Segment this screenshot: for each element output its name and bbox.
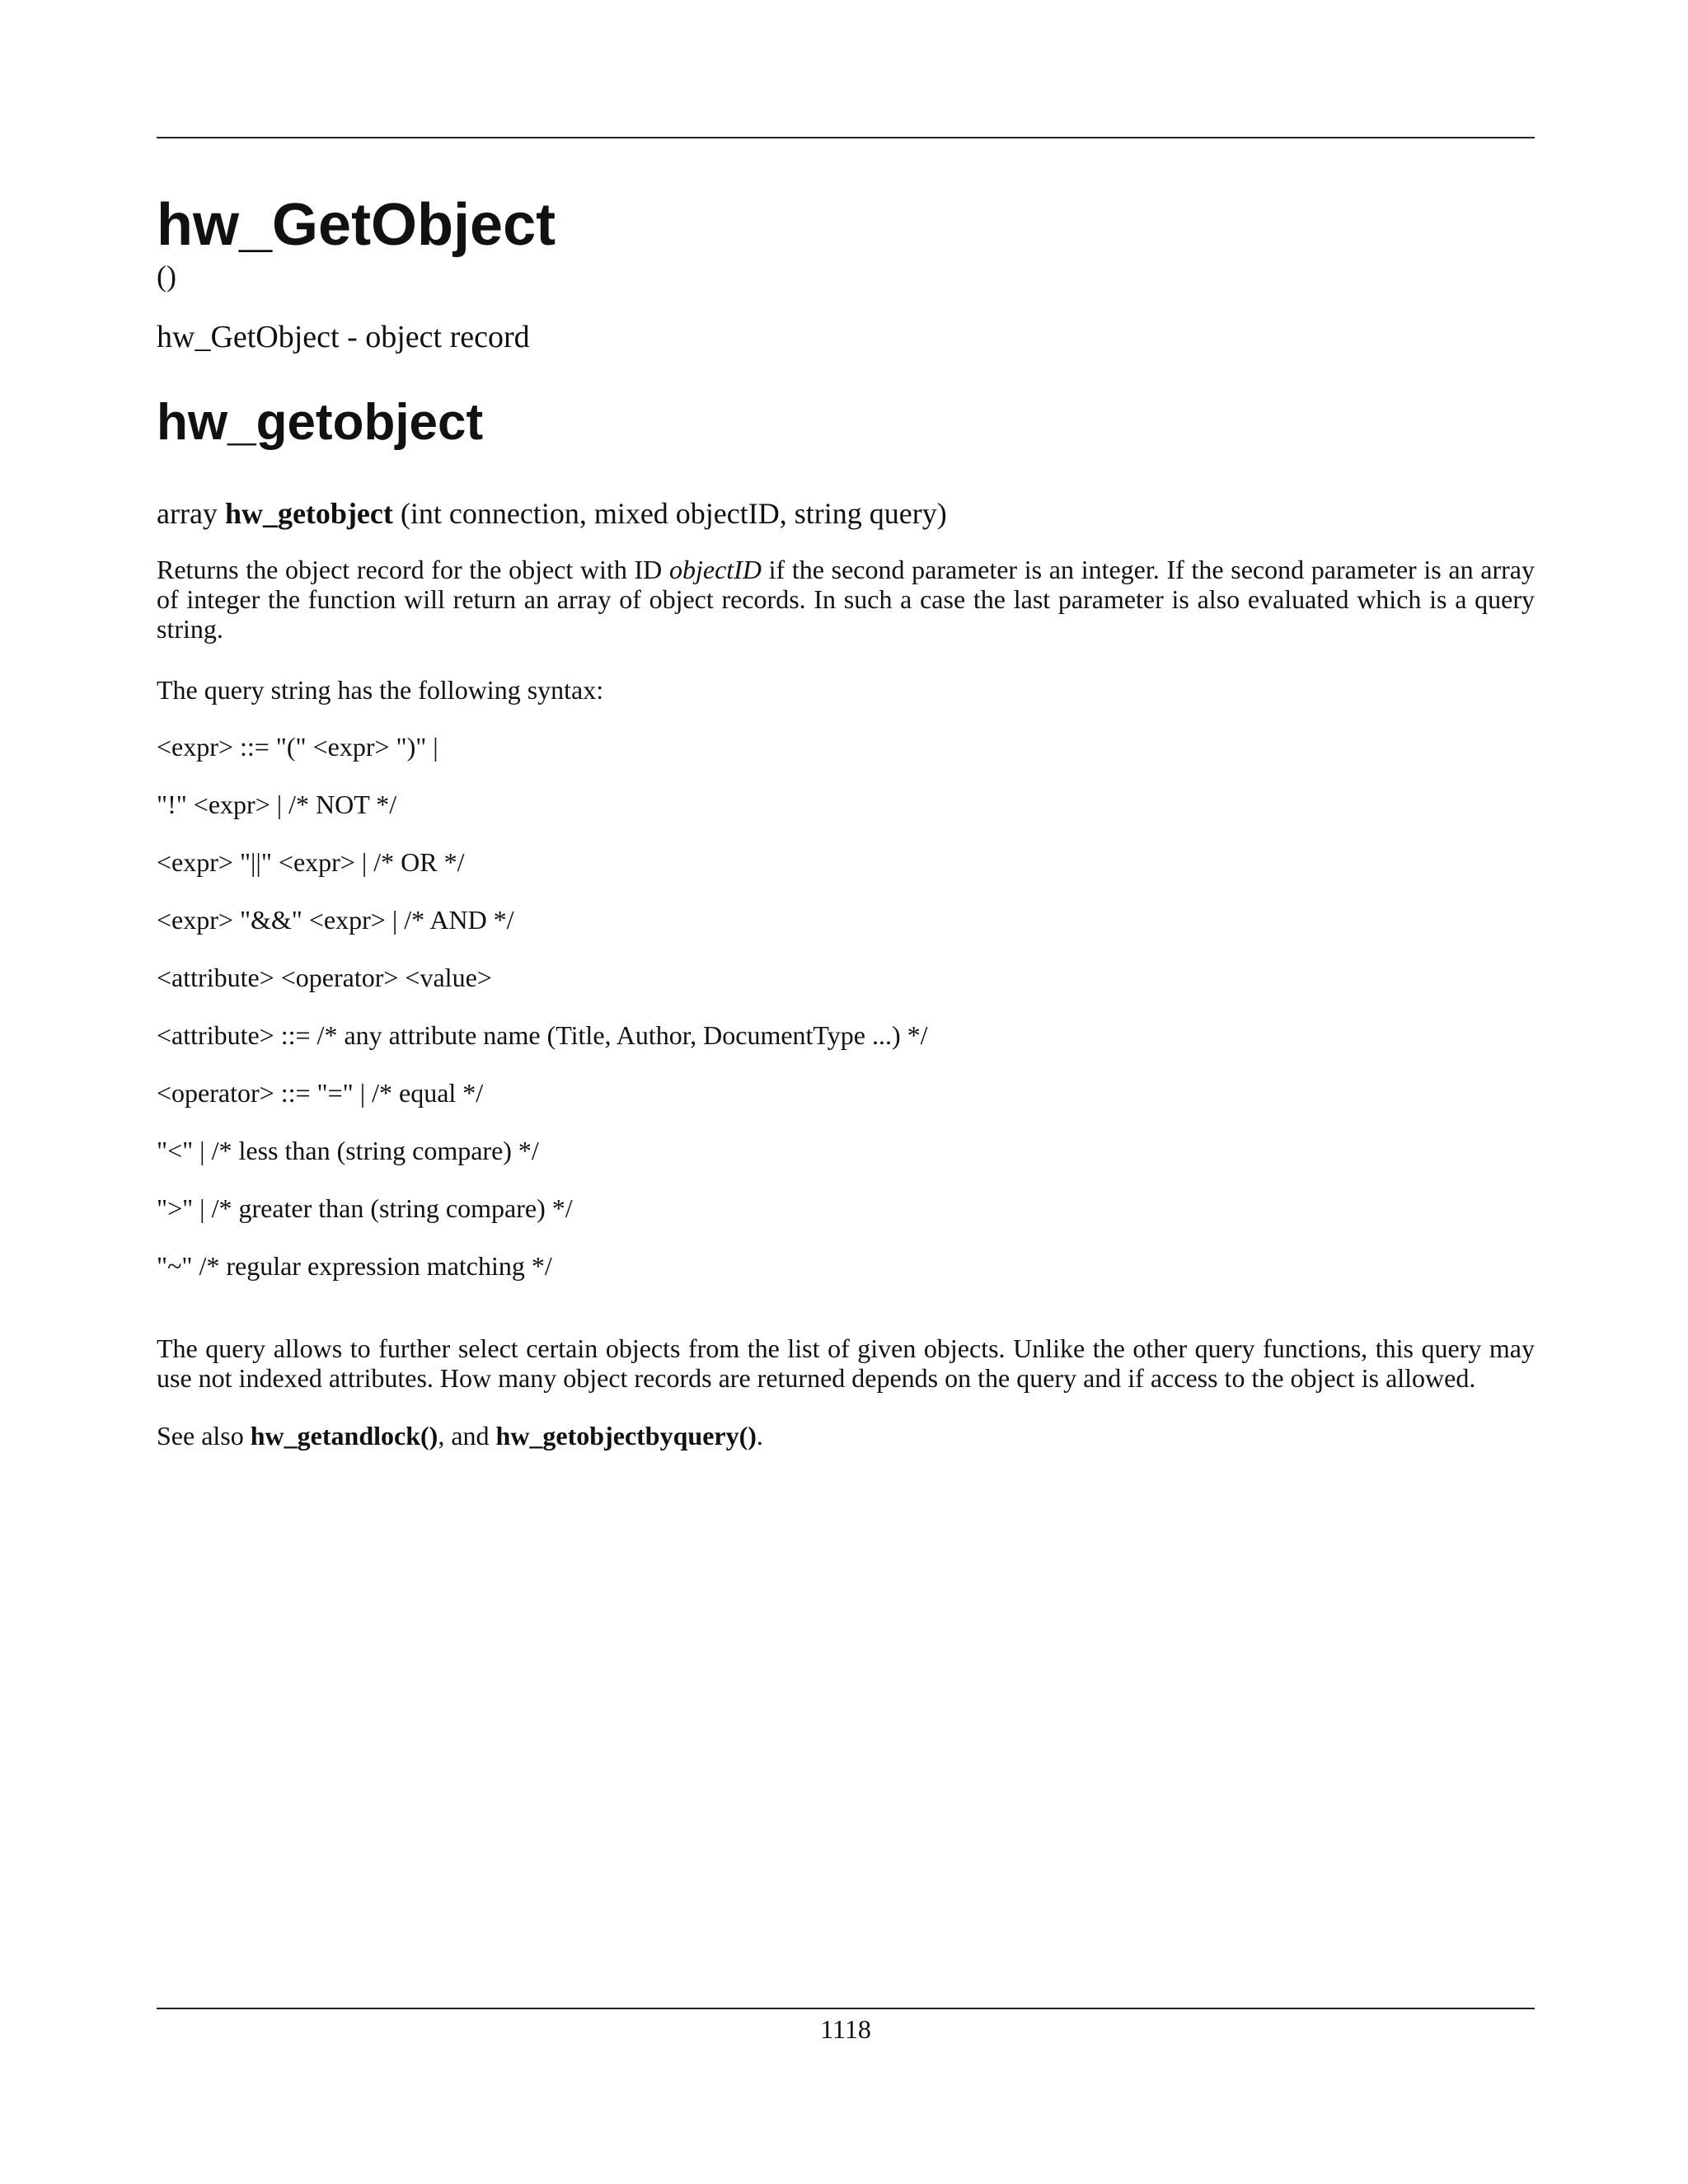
- syntax-line: "<" | /* less than (string compare) */: [157, 1136, 539, 1165]
- see-also-link-getobjectbyquery[interactable]: hw_getobjectbyquery(): [495, 1421, 757, 1451]
- syntax-line: <operator> ::= "=" | /* equal */: [157, 1078, 484, 1108]
- syntax-line: <expr> "&&" <expr> | /* AND */: [157, 905, 514, 935]
- query-note-paragraph: The query allows to further select certain objects from the list of given objects. Unlike the other query functions, this query may use not indexed attributes. How many object records are returned depends on the query and if access to the object is allowed.: [157, 1333, 1535, 1393]
- return-type: array: [157, 497, 218, 530]
- description-part1: Returns the object record for the object with ID: [157, 555, 669, 584]
- syntax-line: <expr> "||" <expr> | /* OR */: [157, 847, 465, 877]
- syntax-line: "!" <expr> | /* NOT */: [157, 790, 397, 819]
- syntax-line: <attribute> ::= /* any attribute name (Title, Author, DocumentType ...) */: [157, 1020, 928, 1050]
- syntax-line: <expr> ::= "(" <expr> ")" |: [157, 732, 438, 762]
- function-synopsis: [157, 495, 1535, 532]
- page-content: [157, 137, 1535, 1451]
- section-heading: hw_getobject: [157, 394, 484, 451]
- see-also-suffix: .: [756, 1421, 763, 1451]
- description-part2: if the second parameter is an integer. If the second parameter is an array of integer the function will return an array of object records. In such a case the last parameter is also evaluated which is a query string.: [157, 555, 1536, 644]
- see-also: [157, 1421, 1535, 1451]
- see-also-separator: , and: [438, 1421, 496, 1451]
- refpurpose: hw_GetObject - object record: [157, 320, 530, 354]
- function-name: hw_getobject: [224, 497, 393, 530]
- description-paragraph: [157, 555, 1535, 644]
- page-title: hw_GetObject: [157, 192, 556, 258]
- syntax-line: <attribute> <operator> <value>: [157, 963, 492, 992]
- syntax-line: "~" /* regular expression matching */: [157, 1251, 552, 1281]
- page-number: 1118: [820, 2014, 871, 2044]
- function-params: (int connection, mixed objectID, string query): [400, 497, 947, 530]
- bottom-rule: [157, 2008, 1535, 2009]
- syntax-line: ">" | /* greater than (string compare) */: [157, 1193, 573, 1223]
- description-param: objectID: [668, 555, 762, 584]
- see-also-prefix: See also: [157, 1421, 251, 1451]
- title-parens: (): [157, 260, 176, 293]
- syntax-intro: The query string has the following syntax:: [157, 675, 604, 705]
- see-also-link-getandlock[interactable]: hw_getandlock(): [250, 1421, 438, 1451]
